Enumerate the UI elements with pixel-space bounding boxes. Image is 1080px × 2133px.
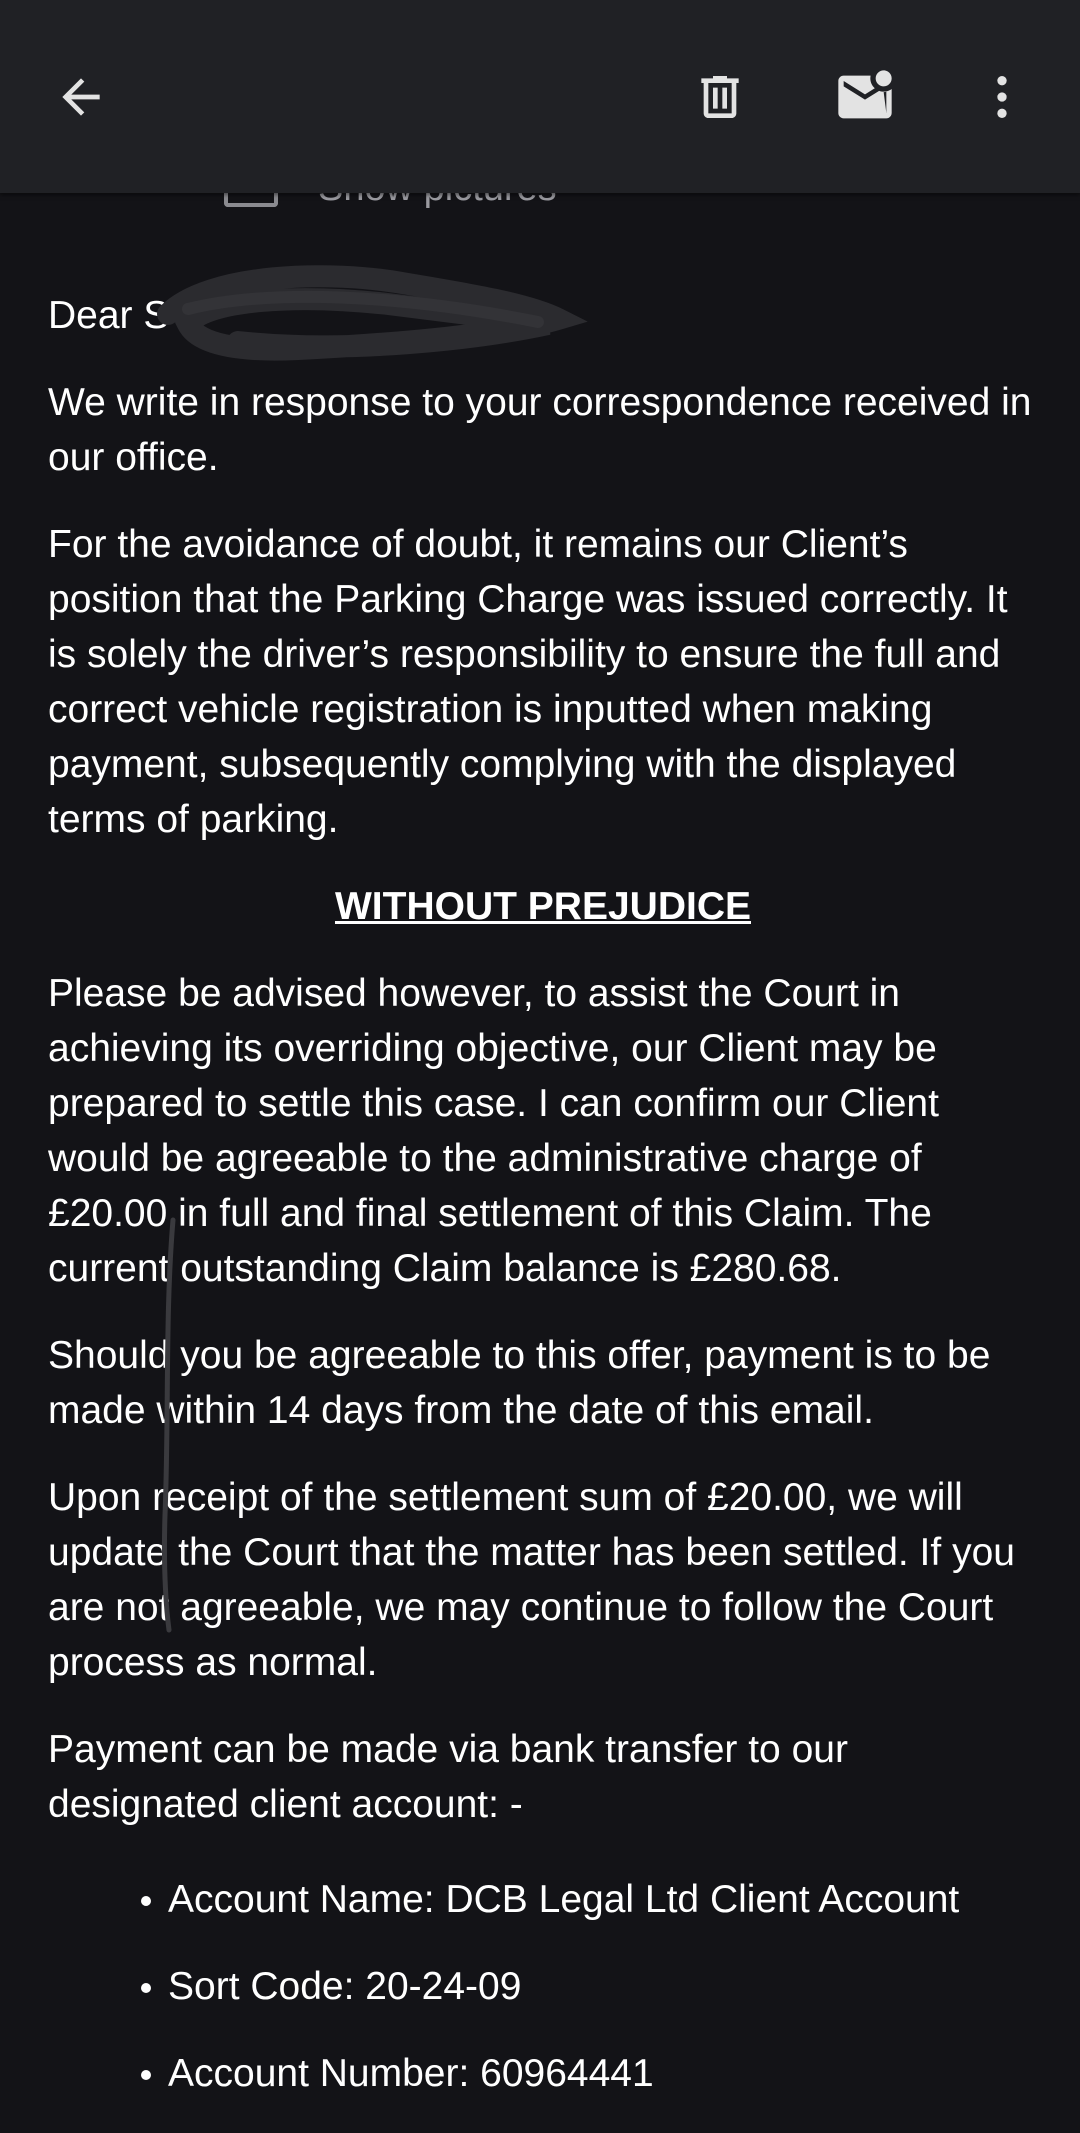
bank-account-number: Account Number: 60964441 <box>168 2046 1038 2101</box>
trash-icon[interactable] <box>685 62 755 132</box>
salutation <box>48 288 1038 343</box>
bank-account-name: Account Name: DCB Legal Ltd Client Account <box>168 1872 1038 1927</box>
arrow-back-icon[interactable] <box>46 62 116 132</box>
paragraph-4: Should you be agreeable to this offer, payment is to be made within 14 days from the date of this email. <box>48 1334 991 1432</box>
paragraph-6: Payment can be made via bank transfer to our designated client account: - <box>48 1728 848 1826</box>
paragraph-3: Please be advised however, to assist the Court in achieving its overriding objective, our Client may be prepared to settle this case. I can confirm our Client would be agreeable to the administrative charge of £20.00 in full and final settlement of this Claim. The current outstanding Claim balance is £280.68. <box>48 972 939 1290</box>
bank-sort-code: Sort Code: 20-24-09 <box>168 1959 1038 2014</box>
paragraph-2: For the avoidance of doubt, it remains our Client’s position that the Parking Charge was issued correctly. It is solely the driver’s responsibility to ensure the full and correct vehicle registration is inputted when making payment, subsequently complying with the displayed terms of parking. <box>48 523 1008 841</box>
redaction-scribble <box>148 264 568 374</box>
show-pictures-row[interactable] <box>0 193 1080 213</box>
bank-details-list <box>48 1872 1038 2101</box>
without-prejudice-heading: WITHOUT PREJUDICE <box>334 885 751 928</box>
pen-mark <box>155 1215 185 1635</box>
salutation-text: Dear S <box>48 294 170 337</box>
more-vert-icon[interactable] <box>967 62 1037 132</box>
email-body <box>48 288 1038 2133</box>
paragraph-5: Upon receipt of the settlement sum of £20.00, we will update the Court that the matter has been settled. If you are not agreeable, we may continue to follow the Court process as normal. <box>48 1476 1015 1684</box>
paragraph-1: We write in response to your correspondence received in our office. <box>48 381 1032 479</box>
top-app-bar <box>0 0 1080 193</box>
mail-unread-icon[interactable] <box>830 62 900 132</box>
